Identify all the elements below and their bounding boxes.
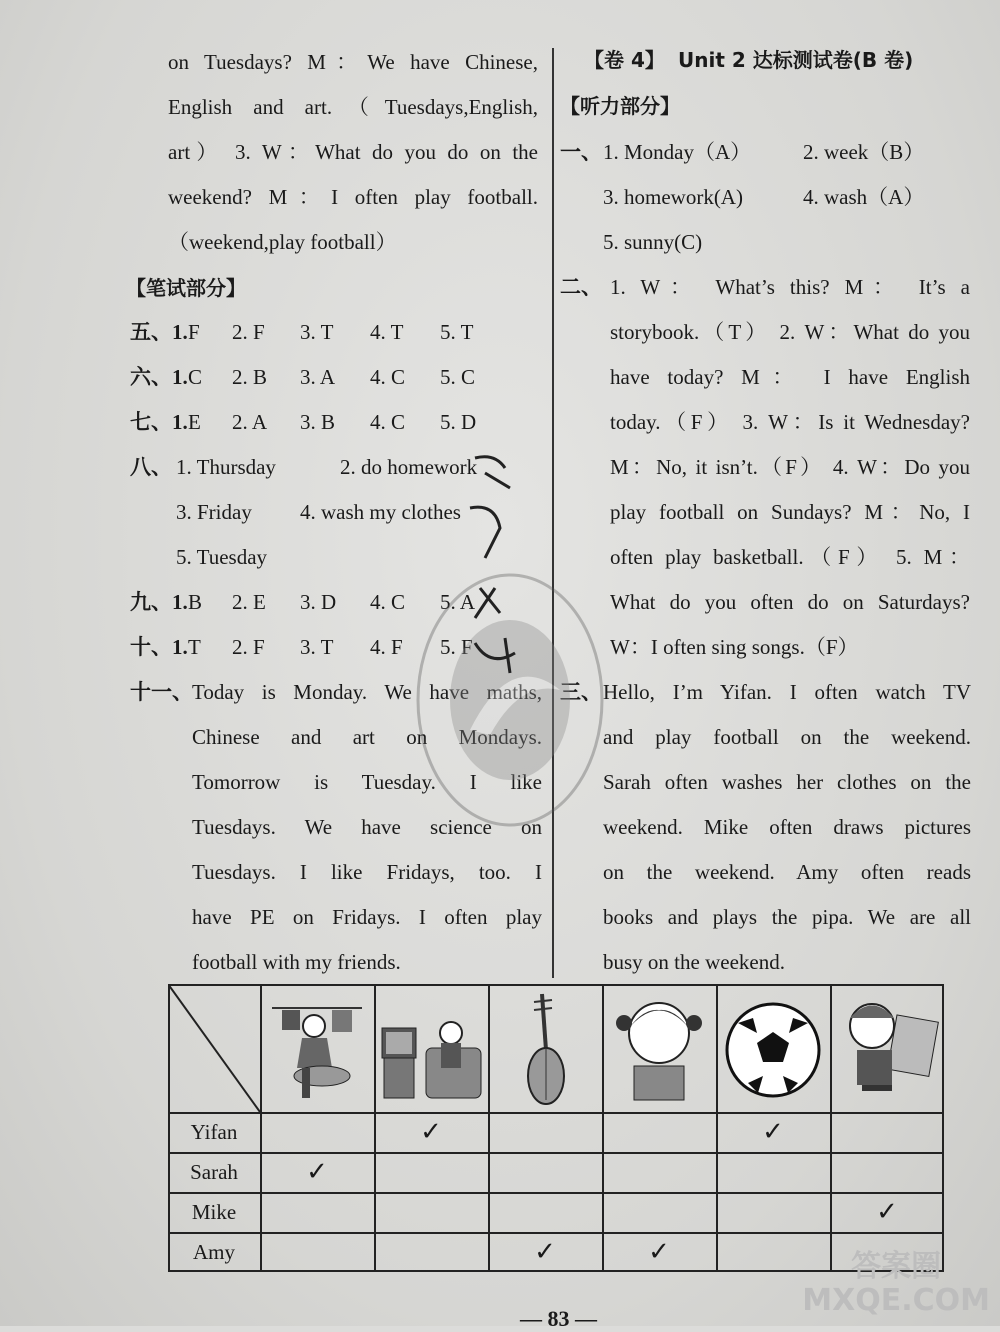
q11-line: Tuesdays. I like Fridays, too. I — [192, 860, 542, 884]
question-2-number: 二、 — [560, 275, 602, 299]
q11-line: Tomorrow is Tuesday. I like — [192, 770, 542, 794]
q11-line: have PE on Fridays. I often play — [192, 905, 542, 929]
pipa-picture — [490, 988, 600, 1108]
answer-item: 5. T — [440, 320, 474, 344]
q2-line: storybook.（T） 2. W：What do you — [610, 320, 970, 344]
q2-line: often play basketball.（F） 5. M： — [610, 545, 970, 569]
check-mark: ✓ — [762, 1117, 784, 1147]
q8-answer: 2. do homework — [340, 455, 478, 479]
row-name-mike: Mike — [191, 1200, 237, 1224]
row-name-amy: Amy — [193, 1240, 235, 1264]
check-mark: ✓ — [876, 1197, 898, 1227]
answer-item: T — [188, 635, 201, 659]
q2-line: 1. W： What’s this? M： It’s a — [610, 275, 970, 299]
row-number: 五、1. — [130, 320, 188, 344]
q1-answer: 5. sunny(C) — [603, 230, 703, 254]
q3-line: books and plays the pipa. We are all — [603, 905, 971, 929]
row-number: 九、1. — [130, 590, 188, 614]
q2-line: play football on Sundays? M：No, I — [610, 500, 970, 524]
reading-girl-picture — [604, 988, 714, 1108]
answer-item: 5. C — [440, 365, 476, 389]
question-3-number: 三、 — [560, 680, 602, 704]
q8-answer: 1. Thursday — [176, 455, 276, 479]
answer-item: 4. C — [370, 410, 406, 434]
answer-item: 3. B — [300, 410, 336, 434]
answer-item: 3. D — [300, 590, 337, 614]
left-line-5: （weekend,play football） — [168, 230, 397, 254]
check-mark: ✓ — [534, 1237, 556, 1267]
check-mark: ✓ — [648, 1237, 670, 1267]
q3-line: Hello, I’m Yifan. I often watch TV — [603, 680, 971, 704]
answer-item: 3. A — [300, 365, 336, 389]
q11-line: football with my friends. — [192, 950, 401, 974]
answer-item: 2. F — [232, 320, 265, 344]
football-picture — [718, 988, 828, 1108]
row-name-sarah: Sarah — [190, 1160, 238, 1184]
listening-section-heading: 【听力部分】 — [560, 94, 680, 118]
q11-line: Chinese and art on Mondays. — [192, 725, 542, 749]
answer-item: 2. E — [232, 590, 266, 614]
watermark-url: MXQE.COM — [802, 1283, 990, 1318]
answer-item: 2. F — [232, 635, 265, 659]
written-section-heading: 【笔试部分】 — [126, 276, 246, 300]
paper-tag: 【卷 4】 — [584, 48, 665, 72]
row-number: 六、1. — [130, 365, 188, 389]
q2-line: today.（F） 3. W：Is it Wednesday? — [610, 410, 970, 434]
q1-answer: 4. wash（A） — [803, 185, 925, 209]
q8-answer: 3. Friday — [176, 500, 252, 524]
handwritten-marks — [455, 448, 535, 688]
question-11-number: 十一、 — [130, 680, 193, 704]
page-number: — 83 — — [520, 1306, 597, 1331]
activity-check-table — [168, 984, 944, 1272]
drawing-boy-picture — [832, 988, 942, 1108]
left-line-2: English and art.（Tuesdays,English, — [168, 95, 538, 119]
q1-answer: 2. week（B） — [803, 140, 925, 164]
q2-line: W：I often sing songs.（F） — [610, 635, 859, 659]
answer-item: 4. T — [370, 320, 404, 344]
q3-line: Sarah often washes her clothes on the — [603, 770, 971, 794]
q3-line: busy on the weekend. — [603, 950, 785, 974]
check-mark: ✓ — [420, 1117, 442, 1147]
row-number: 十、1. — [130, 635, 188, 659]
header-diagonal — [168, 984, 260, 1112]
row-name-yifan: Yifan — [190, 1120, 238, 1144]
answer-item: 3. T — [300, 635, 334, 659]
q3-line: on the weekend. Amy often reads — [603, 860, 971, 884]
answer-item: B — [188, 590, 203, 614]
answer-item: 5. A — [440, 590, 476, 614]
answer-item: E — [188, 410, 201, 434]
q11-line: Today is Monday. We have maths, — [192, 680, 542, 704]
q2-line: M：No, it isn’t.（F） 4. W：Do you — [610, 455, 970, 479]
answer-item: F — [188, 320, 200, 344]
answer-item: 4. C — [370, 365, 406, 389]
left-line-3: art） 3. W：What do you do on the — [168, 140, 538, 164]
answer-item: 4. C — [370, 590, 406, 614]
q2-line: have today? M： I have English — [610, 365, 970, 389]
q1-answer: 3. homework(A) — [603, 185, 743, 209]
watching-tv-picture — [376, 988, 486, 1108]
check-mark: ✓ — [306, 1157, 328, 1187]
q11-line: Tuesdays. We have science on — [192, 815, 542, 839]
question-8-number: 八、 — [130, 455, 172, 479]
row-number: 七、1. — [130, 410, 188, 434]
answer-item: 3. T — [300, 320, 334, 344]
q8-answer: 4. wash my clothes — [300, 500, 461, 524]
watermark-logo-text: 答案圈 — [851, 1249, 942, 1284]
left-line-1: on Tuesdays? M：We have Chinese, — [168, 50, 538, 74]
q8-answer: 5. Tuesday — [176, 545, 268, 569]
washing-clothes-picture — [262, 988, 372, 1108]
answer-item: 2. A — [232, 410, 268, 434]
q1-answer: 1. Monday（A） — [603, 140, 752, 164]
answer-item: 4. F — [370, 635, 403, 659]
site-watermark — [802, 1250, 990, 1318]
q2-line: What do you often do on Saturdays? — [610, 590, 970, 614]
question-1-number: 一、 — [560, 140, 602, 164]
q3-line: and play football on the weekend. — [603, 725, 971, 749]
answer-item: 2. B — [232, 365, 268, 389]
answer-item: C — [188, 365, 203, 389]
answer-item: 5. D — [440, 410, 477, 434]
left-line-4: weekend? M：I often play football. — [168, 185, 538, 209]
answer-item: 5. F — [440, 635, 473, 659]
paper-title: Unit 2 达标测试卷(B 卷) — [678, 48, 914, 72]
q3-line: weekend. Mike often draws pictures — [603, 815, 971, 839]
